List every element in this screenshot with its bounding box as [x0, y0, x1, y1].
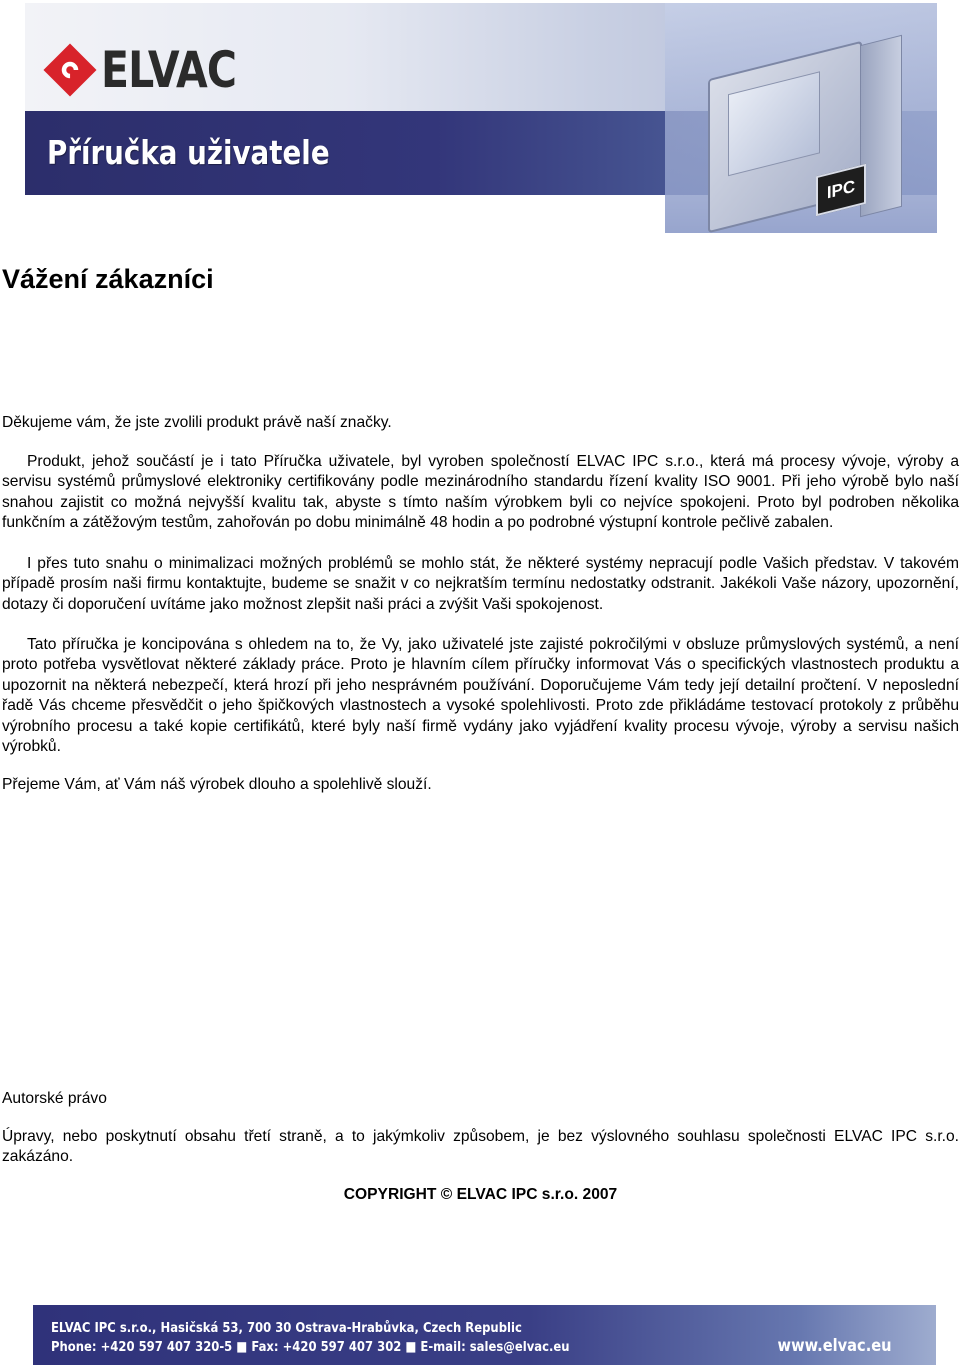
industrial-pc-side	[860, 35, 902, 217]
logo-text: ELVAC	[101, 41, 237, 99]
product-paragraph: Produkt, jehož součástí je i tato Příručka uživatele, byl vyroben společností ELVAC IPC s.r.o., která má procesy vývoje, výroby a servisu systémů průmyslové elektroniky certifikovány podle mezinárodního standardu řízení kvality ISO 9001. Při jeho výrobě bylo naší snahou zajistit co možná nejvyšší kvalitu tak, abyste s tímto naším výrobkem byli co nejvíce spokojeni. Proto byl podroben několika funkčním a zátěžovým testům, zahořován po dobu minimálně 48 hodin a po podrobné výstupní kontrole pečlivě zabalen.	[2, 453, 959, 532]
intro-paragraph: Děkujeme vám, že jste zvolili produkt právě naší značky.	[2, 414, 392, 431]
copyright-line: COPYRIGHT © ELVAC IPC s.r.o. 2007	[343, 1186, 618, 1203]
copyright-text: Úpravy, nebo poskytnutí obsahu třetí straně, a to jakýmkoliv způsobem, je bez výslovného souhlasu společnosti ELVAC IPC s.r.o. zakázáno.	[2, 1128, 959, 1166]
page-heading: Vážení zákazníci	[2, 264, 214, 294]
elvac-logo	[45, 41, 266, 99]
ipc-badge: IPC	[816, 164, 866, 216]
document-title: Příručka uživatele	[47, 133, 330, 172]
footer-website: www.elvac.eu	[777, 1336, 892, 1356]
copyright-heading: Autorské právo	[2, 1090, 107, 1107]
footer-bar	[33, 1305, 936, 1365]
industrial-pc-screen	[728, 71, 820, 176]
manual-purpose-paragraph: Tato příručka je koncipována s ohledem na to, že Vy, jako uživatelé jste zajisté pokročilými v obsluze průmyslových systémů, a není proto potřeba vysvětlovat některé základy práce. Proto je hlavním cílem příručky informovat Vás o specifických vlastnostech produktu a upozornit na některá nebezpečí, která hrozí při jeho nesprávném používání. Doporučujeme Vám tedy její detailní pročtení. V neposlední řadě Vás chceme přesvědčit o jeho špičkových vlastnostech a vysoké spolehlivosti. Proto zde přikládáme testovací protokoly z průběhu výrobního procesu a také kopie certifikátů, které byly naší firmě vydány jako vyjádření kvality procesu vývoje, výroby a servisu našich výrobků.	[2, 636, 959, 756]
elvac-logo-icon	[43, 43, 96, 96]
footer-contact: Phone: +420 597 407 320-5 ■ Fax: +420 597 407 302 ■ E-mail: sales@elvac.eu	[51, 1339, 570, 1355]
closing-paragraph: Přejeme Vám, ať Vám náš výrobek dlouho a spolehlivě slouží.	[2, 776, 432, 793]
footer-address: ELVAC IPC s.r.o., Hasičská 53, 700 30 Ostrava-Hrabůvka, Czech Republic	[51, 1320, 522, 1336]
support-paragraph: I přes tuto snahu o minimalizaci možných problémů se mohlo stát, že některé systémy nepracují podle Vašich představ. V takovém případě prosím naši firmu kontaktujte, budeme se snažit v co nejkratším termínu nedostatky odstranit. Jakékoli Vaše názory, upozornění, dotazy či doporučení uvítáme jako možnost zlepšit naši práci a zvýšit Vaši spokojenost.	[2, 555, 959, 613]
